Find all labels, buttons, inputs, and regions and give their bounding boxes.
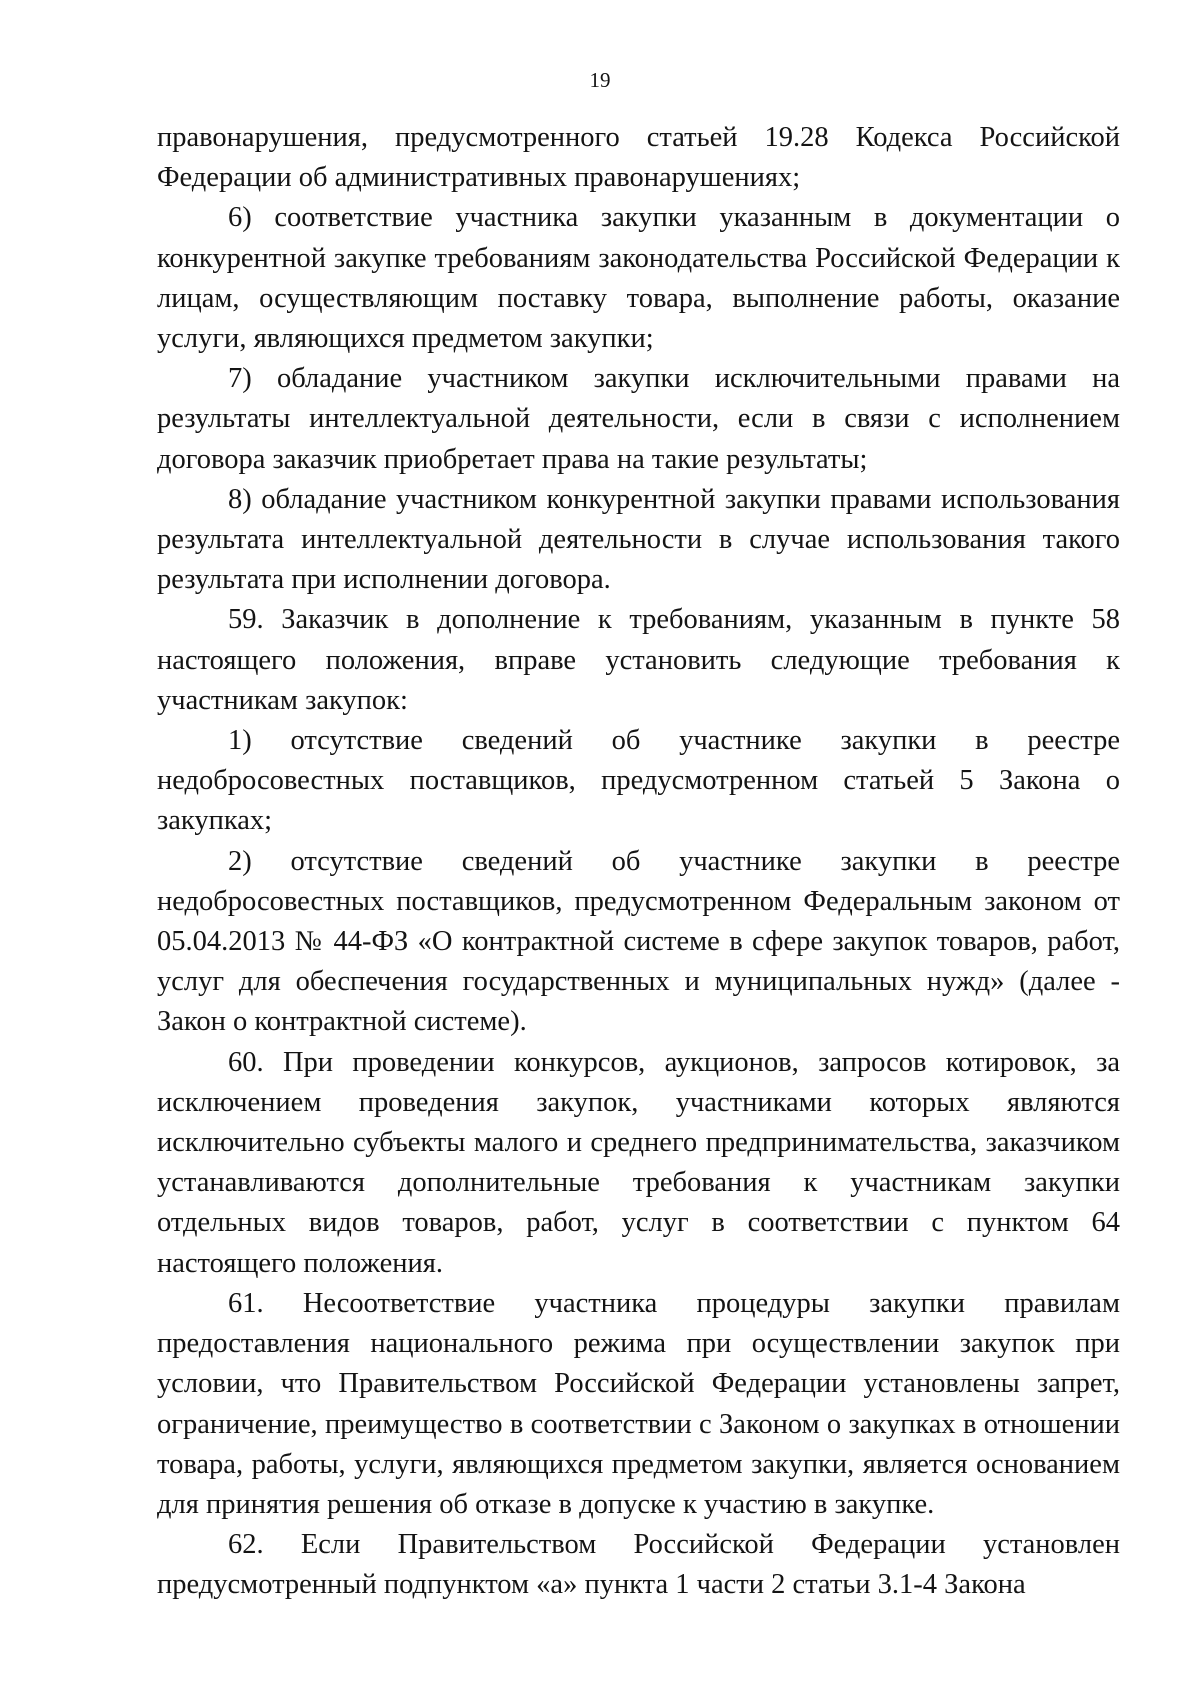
paragraph-section-61: 61. Несоответствие участника процедуры закупки правилам предоставления национального режима при осуществлении закупок при условии, что Правительством Российской Федерации установлены запрет, ограничение, преимущество в соответствии с Законом о закупках в отношении товара, работы, услуги, являющихся предметом закупки, является основанием для принятия решения об отказе в допуске к участию в закупке. xyxy=(157,1287,1120,1520)
paragraph-item-7: 7) обладание участником закупки исключительными правами на результаты интеллектуальной деятельности, если в связи с исполнением договора заказчик приобретает права на такие результаты; xyxy=(157,363,1120,475)
document-body xyxy=(157,118,1120,1606)
paragraph-59-item-1: 1) отсутствие сведений об участнике закупки в реестре недобросовестных поставщиков, предусмотренном статьей 5 Закона о закупках; xyxy=(157,725,1120,837)
paragraph-section-62: 62. Если Правительством Российской Федерации установлен предусмотренный подпунктом «а» пункта 1 части 2 статьи 3.1-4 Закона xyxy=(157,1529,1120,1601)
page-number: 19 xyxy=(589,68,611,92)
paragraph-section-59: 59. Заказчик в дополнение к требованиям, указанным в пункте 58 настоящего положения, вправе установить следующие требования к участникам закупок: xyxy=(157,604,1120,716)
paragraph-59-item-2: 2) отсутствие сведений об участнике закупки в реестре недобросовестных поставщиков, предусмотренном Федеральным законом от 05.04.2013 № 44-ФЗ «О контрактной системе в сфере закупок товаров, работ, услуг для обеспечения государственных и муниципальных нужд» (далее - Закон о контрактной системе). xyxy=(157,845,1120,1038)
paragraph-section-60: 60. При проведении конкурсов, аукционов, запросов котировок, за исключением проведения закупок, участниками которых являются исключительно субъекты малого и среднего предпринимательства, заказчиком устанавливаются дополнительные требования к участникам закупки отдельных видов товаров, работ, услуг в соответствии с пунктом 64 настоящего положения. xyxy=(157,1046,1120,1279)
paragraph-item-8: 8) обладание участником конкурентной закупки правами использования результата интеллектуальной деятельности в случае использования такого результата при исполнении договора. xyxy=(157,483,1120,596)
paragraph-continuation: правонарушения, предусмотренного статьей 19.28 Кодекса Российской Федерации об административных правонарушениях; xyxy=(157,122,1120,194)
paragraph-item-6: 6) соответствие участника закупки указанным в документации о конкурентной закупке требованиям законодательства Российской Федерации к лицам, осуществляющим поставку товара, выполнение работы, оказание услуги, являющихся предметом закупки; xyxy=(157,202,1120,355)
